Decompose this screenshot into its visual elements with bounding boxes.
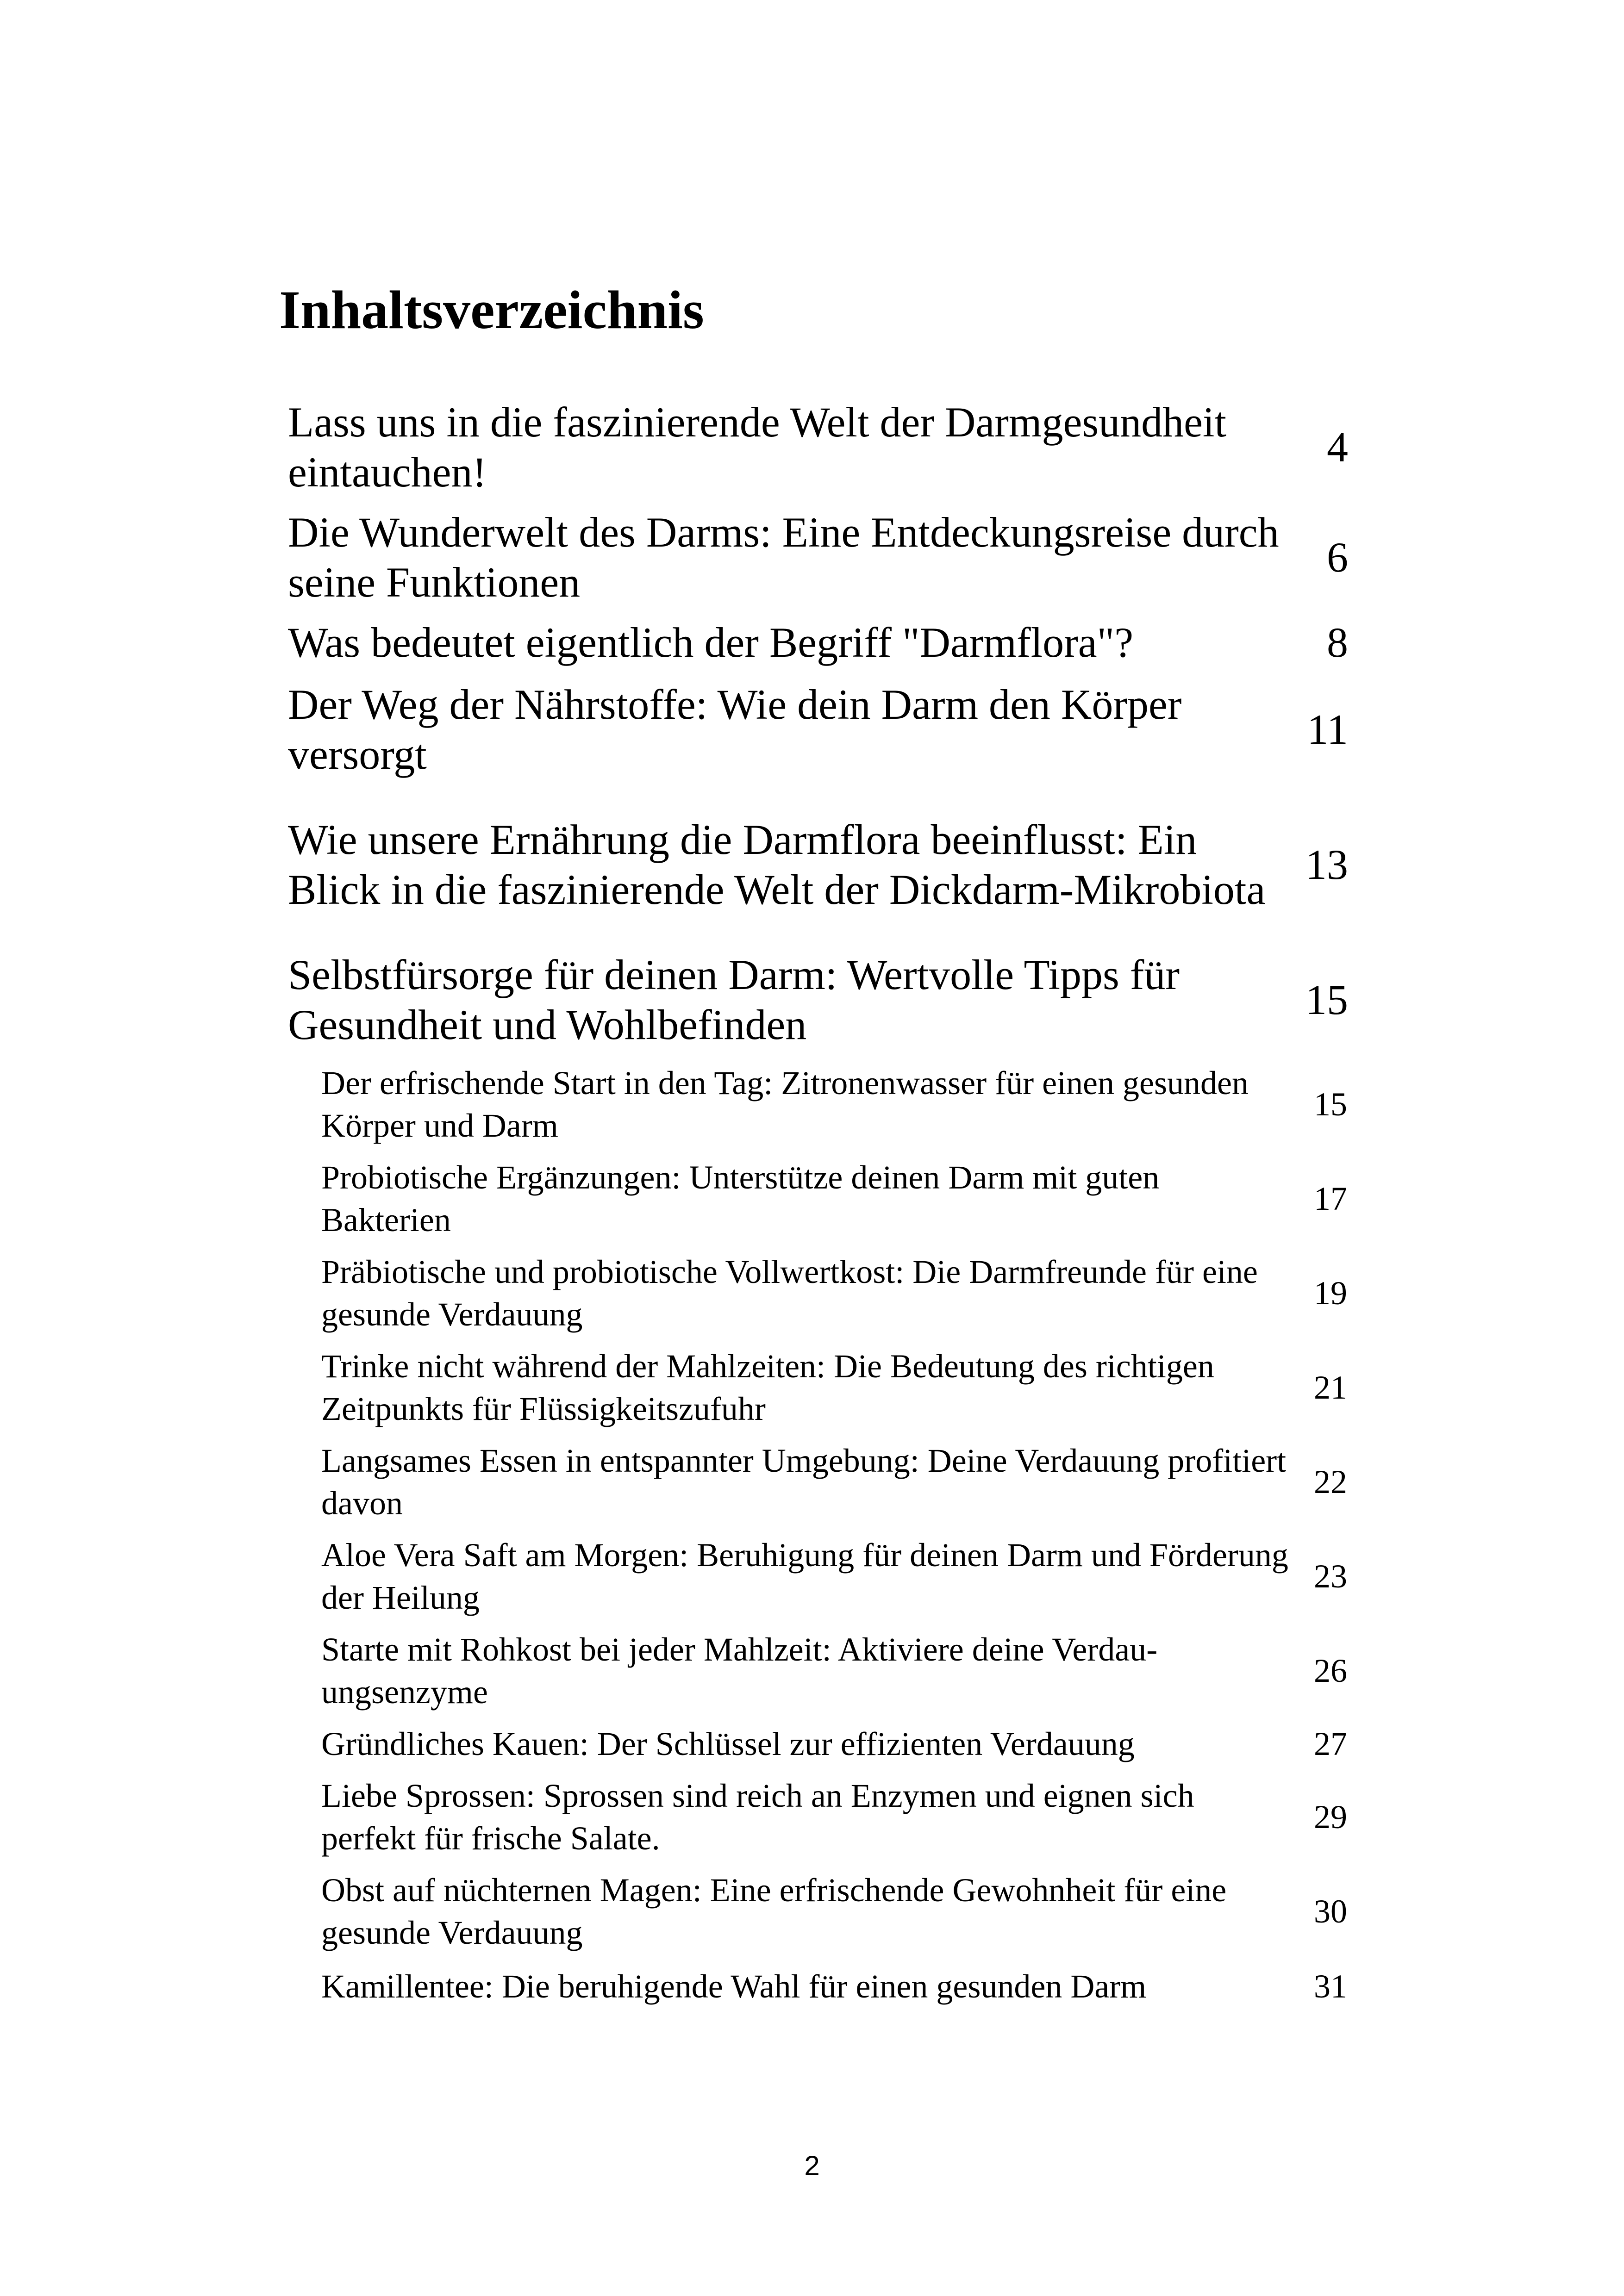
toc-subentry[interactable] [321,1251,1347,1336]
toc-subentry[interactable] [321,1628,1347,1713]
toc-entry[interactable] [288,679,1348,779]
toc-entry-title: Selbstfürsorge für deinen Darm: Wertvolle Tipps für Gesundheit und Wohlbefinden [288,951,1180,1048]
toc-subentry[interactable] [321,1723,1347,1765]
toc-entry-page: 13 [1305,841,1348,888]
toc-subentry[interactable] [321,1774,1347,1860]
toc-entry-title: Der erfrischende Start in den Tag: Zitronenwasser für einen gesunden Körper und Darm [321,1064,1249,1144]
toc-entry-page: 11 [1307,706,1348,753]
toc-subentry[interactable] [321,1439,1347,1524]
toc-entry-page: 27 [1314,1725,1347,1762]
toc-entry-page: 31 [1314,1968,1347,2005]
toc-entry-page: 15 [1314,1086,1347,1123]
toc-entry-page: 29 [1314,1798,1347,1836]
toc-entry-title: Lass uns in die faszinierende Welt der Darmgesundheit eintauchen! [288,398,1227,496]
toc-entry-title: Die Wunderwelt des Darms: Eine Entdeckungsreise durch seine Funktionen [288,509,1279,606]
toc-entry-title: Probiotische Ergänzungen: Unterstütze deinen Darm mit guten Bakterien [321,1159,1160,1238]
toc-subentry[interactable] [321,1534,1347,1619]
toc-heading: Inhaltsverzeichnis [279,280,704,340]
toc-entry-title: Obst auf nüchternen Magen: Eine erfrischende Gewohnheit für eine gesunde Verdauung [321,1872,1227,1951]
toc-entry-title: Liebe Sprossen: Sprossen sind reich an Enzymen und eignen sich perfekt für frische Salate. [321,1777,1194,1857]
toc-entry-page: 30 [1314,1893,1347,1930]
toc-entry-page: 8 [1327,619,1348,666]
toc-entry-title: Langsames Essen in entspannter Umgebung: Deine Verdauung profitiert davon [321,1442,1287,1522]
toc-entry[interactable] [288,790,1348,940]
toc-entry-page: 6 [1327,534,1348,581]
toc-entry[interactable] [288,507,1348,607]
toc-entry-title: Was bedeutet eigentlich der Begriff "Darmflora"? [288,619,1134,666]
toc-entry-page: 22 [1314,1463,1347,1500]
toc-subentry[interactable] [321,1345,1347,1430]
toc-entry-title: Wie unsere Ernährung die Darmflora beeinflusst: Ein Blick in die faszinierende Welt der Dickdarm-Mikrobiota [288,816,1266,913]
toc-entry[interactable] [288,397,1348,497]
toc-entry-page: 26 [1314,1652,1347,1689]
toc-entry[interactable] [288,950,1348,1050]
toc-entry-title: Präbiotische und probiotische Vollwertkost: Die Darmfreunde für eine gesunde Verdauung [321,1253,1258,1333]
toc-subentry[interactable] [321,1965,1347,2008]
toc-entry-page: 21 [1314,1369,1347,1406]
toc-subentry[interactable] [321,1869,1347,1954]
toc-entry-page: 23 [1314,1558,1347,1595]
toc-entry-title: Kamillentee: Die beruhigende Wahl für einen gesunden Darm [321,1968,1147,2005]
toc-entry-title: Gründliches Kauen: Der Schlüssel zur effizienten Verdauung [321,1725,1135,1762]
toc-entry-page: 19 [1314,1275,1347,1312]
page-number: 2 [804,2150,820,2181]
toc-entry-page: 4 [1327,423,1348,471]
toc-entry-title: Starte mit Rohkost bei jeder Mahlzeit: Aktiviere deine Verdauungsenzyme [321,1631,1158,1711]
toc-entry-title: Der Weg der Nährstoffe: Wie dein Darm den Körper versorgt [288,681,1182,778]
toc-entry-title: Trinke nicht während der Mahlzeiten: Die Bedeutung des richtigen Zeitpunkts für Flüssigkeitszufuhr [321,1348,1214,1427]
toc-subentry[interactable] [321,1156,1347,1241]
toc-entry-page: 15 [1305,976,1348,1023]
toc-subentry[interactable] [321,1062,1347,1147]
toc-entry-title: Aloe Vera Saft am Morgen: Beruhigung für deinen Darm und Förderung der Heilung [321,1537,1288,1616]
toc-entry-page: 17 [1314,1180,1347,1217]
toc-entry[interactable] [288,617,1348,667]
